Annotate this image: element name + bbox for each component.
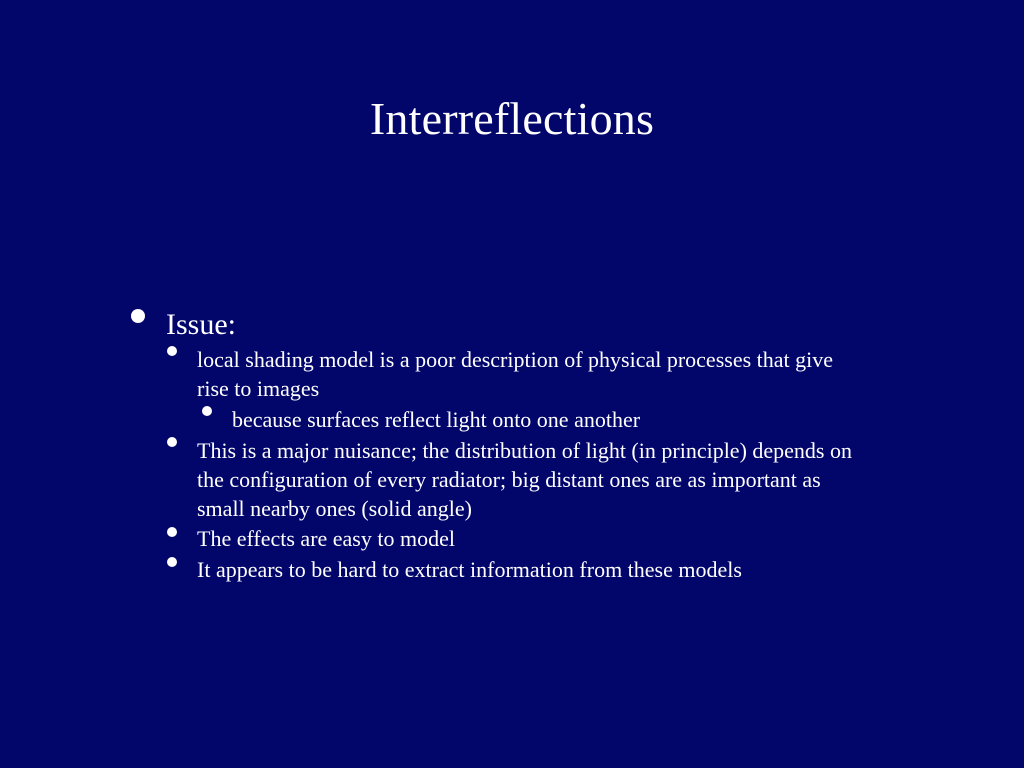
sub-sub-bullet-1: because surfaces reflect light onto one another [232,407,641,432]
sub-bullet-2-line-1: This is a major nuisance; the distribution of light (in principle) depends on [197,438,852,463]
sub-bullet-3: The effects are easy to model [197,526,455,551]
bullet-issue: Issue: [166,308,236,341]
sub-bullet-icon [167,437,177,447]
sub-bullet-icon [167,557,177,567]
sub-bullet-icon [167,346,177,356]
sub-bullet-1-line-2: rise to images [197,376,320,401]
slide-title: Interreflections [369,93,655,144]
sub-bullet-4: It appears to be hard to extract information from these models [197,557,742,582]
bullet-icon [131,309,145,323]
sub-bullet-1-line-1: local shading model is a poor description of physical processes that give [197,347,834,372]
sub-bullet-2-line-2: the configuration of every radiator; big distant ones are as important as [197,467,821,492]
sub-sub-bullet-icon [202,406,212,416]
sub-bullet-2-line-3: small nearby ones (solid angle) [197,496,472,521]
sub-bullet-icon [167,527,177,537]
